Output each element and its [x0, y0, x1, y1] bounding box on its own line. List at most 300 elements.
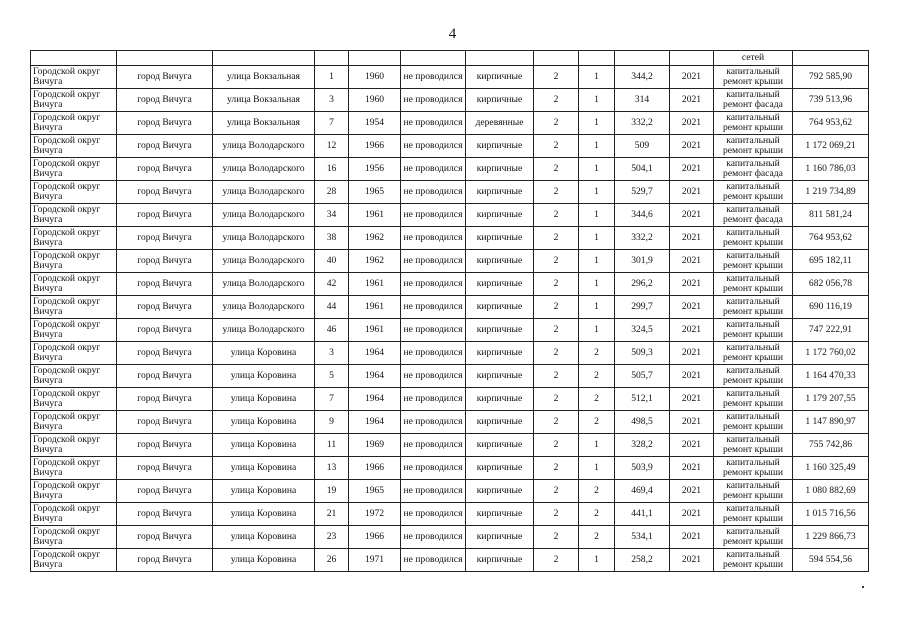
- cell-municipality: Городской округ Вичуга: [31, 112, 117, 135]
- cell-entrances: 1: [579, 296, 615, 319]
- cell-street: улица Коровина: [213, 503, 315, 526]
- cell-entrances: 1: [579, 457, 615, 480]
- cell-entrances: 2: [579, 411, 615, 434]
- cell-last-repair: не проводился: [401, 158, 466, 181]
- cell-house-number: 1: [315, 66, 349, 89]
- cell-wall-material: кирпичные: [466, 526, 534, 549]
- cell-street: улица Коровина: [213, 526, 315, 549]
- cell-year-built: 1964: [349, 342, 401, 365]
- cell-wall-material: деревянные: [466, 112, 534, 135]
- table-row: [31, 388, 869, 411]
- cell-area: 301,9: [615, 250, 670, 273]
- cell-area: 503,9: [615, 457, 670, 480]
- cell-settlement: город Вичуга: [117, 112, 213, 135]
- table-row: [31, 66, 869, 89]
- table-row: [31, 526, 869, 549]
- cell-wall-material: кирпичные: [466, 227, 534, 250]
- cell-wall-material: кирпичные: [466, 204, 534, 227]
- cell-last-repair: [401, 51, 466, 66]
- cell-cost: 1 147 890,97: [793, 411, 869, 434]
- cell-entrances: 1: [579, 319, 615, 342]
- cell-municipality: Городской округ Вичуга: [31, 342, 117, 365]
- cell-year-built: 1962: [349, 227, 401, 250]
- cell-floors: 2: [534, 434, 579, 457]
- cell-municipality: Городской округ Вичуга: [31, 411, 117, 434]
- cell-settlement: город Вичуга: [117, 204, 213, 227]
- cell-work-type: капитальный ремонт крыши: [714, 227, 793, 250]
- cell-last-repair: не проводился: [401, 434, 466, 457]
- cell-area: 328,2: [615, 434, 670, 457]
- cell-work-type: капитальный ремонт крыши: [714, 135, 793, 158]
- cell-wall-material: [466, 51, 534, 66]
- cell-year-built: 1954: [349, 112, 401, 135]
- cell-area: 509: [615, 135, 670, 158]
- cell-floors: [534, 51, 579, 66]
- cell-last-repair: не проводился: [401, 319, 466, 342]
- cell-street: улица Володарского: [213, 181, 315, 204]
- cell-wall-material: кирпичные: [466, 135, 534, 158]
- cell-last-repair: не проводился: [401, 365, 466, 388]
- table-row: [31, 549, 869, 572]
- cell-wall-material: кирпичные: [466, 503, 534, 526]
- cell-year-built: 1961: [349, 296, 401, 319]
- cell-repair-year: 2021: [670, 158, 714, 181]
- scan-speck: [862, 586, 864, 588]
- cell-settlement: город Вичуга: [117, 503, 213, 526]
- cell-work-type: капитальный ремонт крыши: [714, 457, 793, 480]
- table-row: [31, 135, 869, 158]
- cell-house-number: 13: [315, 457, 349, 480]
- housing-repair-table: [30, 50, 869, 572]
- cell-wall-material: кирпичные: [466, 66, 534, 89]
- cell-year-built: 1969: [349, 434, 401, 457]
- cell-entrances: 1: [579, 204, 615, 227]
- cell-repair-year: 2021: [670, 296, 714, 319]
- cell-floors: 2: [534, 342, 579, 365]
- cell-street: улица Вокзальная: [213, 66, 315, 89]
- cell-year-built: 1961: [349, 273, 401, 296]
- cell-repair-year: 2021: [670, 480, 714, 503]
- cell-year-built: 1960: [349, 66, 401, 89]
- cell-wall-material: кирпичные: [466, 434, 534, 457]
- cell-floors: 2: [534, 227, 579, 250]
- cell-last-repair: не проводился: [401, 204, 466, 227]
- cell-work-type: капитальный ремонт крыши: [714, 66, 793, 89]
- cell-house-number: 42: [315, 273, 349, 296]
- cell-wall-material: кирпичные: [466, 319, 534, 342]
- cell-cost: 690 116,19: [793, 296, 869, 319]
- cell-last-repair: не проводился: [401, 457, 466, 480]
- cell-entrances: 1: [579, 158, 615, 181]
- cell-work-type: капитальный ремонт фасада: [714, 89, 793, 112]
- cell-floors: 2: [534, 480, 579, 503]
- cell-entrances: 1: [579, 549, 615, 572]
- cell-floors: 2: [534, 273, 579, 296]
- cell-entrances: 2: [579, 526, 615, 549]
- cell-cost: 695 182,11: [793, 250, 869, 273]
- cell-repair-year: 2021: [670, 342, 714, 365]
- cell-municipality: Городской округ Вичуга: [31, 204, 117, 227]
- cell-year-built: 1965: [349, 181, 401, 204]
- cell-wall-material: кирпичные: [466, 365, 534, 388]
- cell-entrances: 1: [579, 66, 615, 89]
- cell-wall-material: кирпичные: [466, 388, 534, 411]
- cell-area: 332,2: [615, 227, 670, 250]
- table-row: [31, 457, 869, 480]
- cell-settlement: город Вичуга: [117, 434, 213, 457]
- cell-street: улица Вокзальная: [213, 89, 315, 112]
- cell-entrances: 1: [579, 135, 615, 158]
- cell-floors: 2: [534, 457, 579, 480]
- cell-work-type: капитальный ремонт крыши: [714, 273, 793, 296]
- cell-year-built: 1964: [349, 411, 401, 434]
- cell-settlement: город Вичуга: [117, 250, 213, 273]
- cell-cost: 764 953,62: [793, 112, 869, 135]
- cell-floors: 2: [534, 66, 579, 89]
- cell-repair-year: 2021: [670, 411, 714, 434]
- cell-house-number: 3: [315, 89, 349, 112]
- cell-year-built: 1965: [349, 480, 401, 503]
- cell-floors: 2: [534, 204, 579, 227]
- cell-last-repair: не проводился: [401, 388, 466, 411]
- cell-settlement: город Вичуга: [117, 480, 213, 503]
- cell-settlement: город Вичуга: [117, 526, 213, 549]
- cell-entrances: [579, 51, 615, 66]
- cell-house-number: 38: [315, 227, 349, 250]
- cell-area: 534,1: [615, 526, 670, 549]
- cell-repair-year: 2021: [670, 434, 714, 457]
- cell-work-type: капитальный ремонт фасада: [714, 204, 793, 227]
- cell-wall-material: кирпичные: [466, 457, 534, 480]
- cell-last-repair: не проводился: [401, 135, 466, 158]
- cell-street: улица Коровина: [213, 388, 315, 411]
- cell-house-number: 44: [315, 296, 349, 319]
- cell-house-number: 40: [315, 250, 349, 273]
- cell-repair-year: 2021: [670, 365, 714, 388]
- cell-street: улица Коровина: [213, 434, 315, 457]
- cell-house-number: 7: [315, 112, 349, 135]
- cell-street: улица Володарского: [213, 204, 315, 227]
- cell-settlement: город Вичуга: [117, 273, 213, 296]
- cell-municipality: Городской округ Вичуга: [31, 89, 117, 112]
- cell-last-repair: не проводился: [401, 549, 466, 572]
- cell-house-number: 3: [315, 342, 349, 365]
- cell-last-repair: не проводился: [401, 411, 466, 434]
- cell-area: 469,4: [615, 480, 670, 503]
- cell-last-repair: не проводился: [401, 526, 466, 549]
- cell-house-number: 9: [315, 411, 349, 434]
- cell-wall-material: кирпичные: [466, 342, 534, 365]
- cell-repair-year: 2021: [670, 457, 714, 480]
- table-row: [31, 319, 869, 342]
- cell-house-number: 23: [315, 526, 349, 549]
- cell-entrances: 1: [579, 227, 615, 250]
- cell-street: улица Володарского: [213, 135, 315, 158]
- cell-street: улица Коровина: [213, 457, 315, 480]
- table-row: [31, 181, 869, 204]
- cell-area: 505,7: [615, 365, 670, 388]
- cell-floors: 2: [534, 250, 579, 273]
- cell-repair-year: 2021: [670, 250, 714, 273]
- cell-floors: 2: [534, 319, 579, 342]
- cell-wall-material: кирпичные: [466, 158, 534, 181]
- cell-wall-material: кирпичные: [466, 89, 534, 112]
- cell-settlement: город Вичуга: [117, 457, 213, 480]
- cell-area: 498,5: [615, 411, 670, 434]
- cell-house-number: 5: [315, 365, 349, 388]
- cell-cost: 811 581,24: [793, 204, 869, 227]
- cell-last-repair: не проводился: [401, 480, 466, 503]
- cell-work-type: капитальный ремонт крыши: [714, 181, 793, 204]
- cell-repair-year: 2021: [670, 526, 714, 549]
- cell-cost: [793, 51, 869, 66]
- cell-settlement: город Вичуга: [117, 296, 213, 319]
- cell-street: улица Володарского: [213, 227, 315, 250]
- cell-municipality: Городской округ Вичуга: [31, 388, 117, 411]
- cell-settlement: город Вичуга: [117, 342, 213, 365]
- cell-settlement: город Вичуга: [117, 365, 213, 388]
- cell-settlement: город Вичуга: [117, 411, 213, 434]
- cell-year-built: 1964: [349, 388, 401, 411]
- cell-floors: 2: [534, 503, 579, 526]
- cell-settlement: город Вичуга: [117, 135, 213, 158]
- cell-work-type: капитальный ремонт крыши: [714, 112, 793, 135]
- cell-floors: 2: [534, 158, 579, 181]
- cell-area: 332,2: [615, 112, 670, 135]
- cell-street: улица Вокзальная: [213, 112, 315, 135]
- cell-house-number: [315, 51, 349, 66]
- cell-repair-year: 2021: [670, 549, 714, 572]
- cell-house-number: 34: [315, 204, 349, 227]
- cell-last-repair: не проводился: [401, 250, 466, 273]
- cell-work-type: капитальный ремонт крыши: [714, 342, 793, 365]
- cell-work-type: капитальный ремонт крыши: [714, 526, 793, 549]
- cell-settlement: город Вичуга: [117, 319, 213, 342]
- cell-entrances: 2: [579, 503, 615, 526]
- cell-wall-material: кирпичные: [466, 273, 534, 296]
- cell-wall-material: кирпичные: [466, 480, 534, 503]
- cell-repair-year: 2021: [670, 503, 714, 526]
- cell-municipality: Городской округ Вичуга: [31, 296, 117, 319]
- cell-work-type: капитальный ремонт крыши: [714, 250, 793, 273]
- cell-year-built: 1972: [349, 503, 401, 526]
- cell-municipality: Городской округ Вичуга: [31, 365, 117, 388]
- cell-entrances: 2: [579, 342, 615, 365]
- cell-cost: 1 219 734,89: [793, 181, 869, 204]
- cell-repair-year: 2021: [670, 135, 714, 158]
- cell-street: улица Володарского: [213, 273, 315, 296]
- cell-wall-material: кирпичные: [466, 296, 534, 319]
- cell-area: 529,7: [615, 181, 670, 204]
- cell-entrances: 1: [579, 273, 615, 296]
- cell-settlement: город Вичуга: [117, 227, 213, 250]
- cell-entrances: 1: [579, 181, 615, 204]
- cell-entrances: 1: [579, 112, 615, 135]
- cell-year-built: [349, 51, 401, 66]
- cell-cost: 1 080 882,69: [793, 480, 869, 503]
- cell-repair-year: 2021: [670, 66, 714, 89]
- table-row: [31, 480, 869, 503]
- cell-cost: 1 179 207,55: [793, 388, 869, 411]
- cell-street: [213, 51, 315, 66]
- cell-street: улица Коровина: [213, 342, 315, 365]
- cell-street: улица Володарского: [213, 158, 315, 181]
- cell-work-type: капитальный ремонт крыши: [714, 365, 793, 388]
- cell-floors: 2: [534, 388, 579, 411]
- cell-house-number: 7: [315, 388, 349, 411]
- cell-year-built: 1966: [349, 526, 401, 549]
- cell-street: улица Володарского: [213, 319, 315, 342]
- cell-floors: 2: [534, 89, 579, 112]
- cell-municipality: Городской округ Вичуга: [31, 250, 117, 273]
- cell-cost: 1 229 866,73: [793, 526, 869, 549]
- cell-repair-year: 2021: [670, 181, 714, 204]
- table-row: [31, 112, 869, 135]
- cell-municipality: Городской округ Вичуга: [31, 549, 117, 572]
- cell-work-type: капитальный ремонт крыши: [714, 319, 793, 342]
- cell-settlement: город Вичуга: [117, 66, 213, 89]
- cell-year-built: 1964: [349, 365, 401, 388]
- cell-last-repair: не проводился: [401, 181, 466, 204]
- cell-cost: 1 164 470,33: [793, 365, 869, 388]
- cell-cost: 1 015 716,56: [793, 503, 869, 526]
- cell-house-number: 12: [315, 135, 349, 158]
- cell-settlement: [117, 51, 213, 66]
- cell-house-number: 28: [315, 181, 349, 204]
- cell-cost: 682 056,78: [793, 273, 869, 296]
- cell-municipality: Городской округ Вичуга: [31, 158, 117, 181]
- cell-municipality: Городской округ Вичуга: [31, 66, 117, 89]
- cell-street: улица Коровина: [213, 549, 315, 572]
- cell-cost: 1 172 069,21: [793, 135, 869, 158]
- cell-cost: 1 160 786,03: [793, 158, 869, 181]
- cell-work-type: капитальный ремонт крыши: [714, 388, 793, 411]
- table-row: [31, 158, 869, 181]
- cell-entrances: 2: [579, 365, 615, 388]
- table-row: [31, 365, 869, 388]
- cell-area: 504,1: [615, 158, 670, 181]
- table-row: [31, 342, 869, 365]
- cell-area: 441,1: [615, 503, 670, 526]
- table-row: [31, 204, 869, 227]
- table-body: [31, 51, 869, 572]
- cell-last-repair: не проводился: [401, 112, 466, 135]
- cell-year-built: 1966: [349, 457, 401, 480]
- cell-cost: 1 160 325,49: [793, 457, 869, 480]
- cell-municipality: Городской округ Вичуга: [31, 503, 117, 526]
- page-number: 4: [448, 26, 457, 42]
- cell-area: 344,6: [615, 204, 670, 227]
- cell-repair-year: 2021: [670, 273, 714, 296]
- cell-municipality: Городской округ Вичуга: [31, 319, 117, 342]
- cell-cost: 739 513,96: [793, 89, 869, 112]
- cell-last-repair: не проводился: [401, 503, 466, 526]
- table-row: [31, 411, 869, 434]
- header-row: [31, 51, 869, 66]
- cell-wall-material: кирпичные: [466, 250, 534, 273]
- cell-wall-material: кирпичные: [466, 549, 534, 572]
- cell-work-type: капитальный ремонт крыши: [714, 503, 793, 526]
- cell-year-built: 1961: [349, 319, 401, 342]
- cell-floors: 2: [534, 549, 579, 572]
- cell-wall-material: кирпичные: [466, 411, 534, 434]
- cell-floors: 2: [534, 112, 579, 135]
- cell-entrances: 2: [579, 480, 615, 503]
- cell-street: улица Коровина: [213, 365, 315, 388]
- cell-municipality: Городской округ Вичуга: [31, 457, 117, 480]
- cell-area: [615, 51, 670, 66]
- cell-floors: 2: [534, 181, 579, 204]
- cell-cost: 594 554,56: [793, 549, 869, 572]
- cell-floors: 2: [534, 526, 579, 549]
- cell-area: 258,2: [615, 549, 670, 572]
- cell-municipality: Городской округ Вичуга: [31, 181, 117, 204]
- cell-street: улица Володарского: [213, 296, 315, 319]
- cell-municipality: Городской округ Вичуга: [31, 135, 117, 158]
- cell-last-repair: не проводился: [401, 66, 466, 89]
- cell-area: 509,3: [615, 342, 670, 365]
- cell-house-number: 46: [315, 319, 349, 342]
- cell-work-type: капитальный ремонт крыши: [714, 480, 793, 503]
- cell-cost: 1 172 760,02: [793, 342, 869, 365]
- cell-repair-year: 2021: [670, 319, 714, 342]
- cell-settlement: город Вичуга: [117, 549, 213, 572]
- cell-cost: 792 585,90: [793, 66, 869, 89]
- cell-municipality: Городской округ Вичуга: [31, 273, 117, 296]
- cell-municipality: [31, 51, 117, 66]
- table-row: [31, 227, 869, 250]
- cell-repair-year: [670, 51, 714, 66]
- table-row: [31, 503, 869, 526]
- cell-year-built: 1956: [349, 158, 401, 181]
- cell-municipality: Городской округ Вичуга: [31, 526, 117, 549]
- cell-work-type: сетей: [714, 51, 793, 66]
- cell-floors: 2: [534, 296, 579, 319]
- cell-area: 344,2: [615, 66, 670, 89]
- cell-settlement: город Вичуга: [117, 158, 213, 181]
- table-row: [31, 434, 869, 457]
- cell-work-type: капитальный ремонт крыши: [714, 434, 793, 457]
- cell-repair-year: 2021: [670, 89, 714, 112]
- cell-street: улица Коровина: [213, 411, 315, 434]
- cell-house-number: 26: [315, 549, 349, 572]
- table-row: [31, 296, 869, 319]
- cell-municipality: Городской округ Вичуга: [31, 227, 117, 250]
- cell-year-built: 1962: [349, 250, 401, 273]
- cell-area: 299,7: [615, 296, 670, 319]
- cell-last-repair: не проводился: [401, 273, 466, 296]
- cell-street: улица Володарского: [213, 250, 315, 273]
- cell-floors: 2: [534, 135, 579, 158]
- cell-entrances: 1: [579, 250, 615, 273]
- cell-last-repair: не проводился: [401, 342, 466, 365]
- cell-last-repair: не проводился: [401, 227, 466, 250]
- cell-entrances: 1: [579, 434, 615, 457]
- cell-house-number: 21: [315, 503, 349, 526]
- cell-area: 324,5: [615, 319, 670, 342]
- cell-entrances: 2: [579, 388, 615, 411]
- cell-settlement: город Вичуга: [117, 181, 213, 204]
- cell-year-built: 1966: [349, 135, 401, 158]
- cell-repair-year: 2021: [670, 388, 714, 411]
- cell-last-repair: не проводился: [401, 89, 466, 112]
- cell-work-type: капитальный ремонт крыши: [714, 296, 793, 319]
- cell-repair-year: 2021: [670, 227, 714, 250]
- cell-repair-year: 2021: [670, 112, 714, 135]
- cell-municipality: Городской округ Вичуга: [31, 480, 117, 503]
- cell-cost: 764 953,62: [793, 227, 869, 250]
- cell-area: 512,1: [615, 388, 670, 411]
